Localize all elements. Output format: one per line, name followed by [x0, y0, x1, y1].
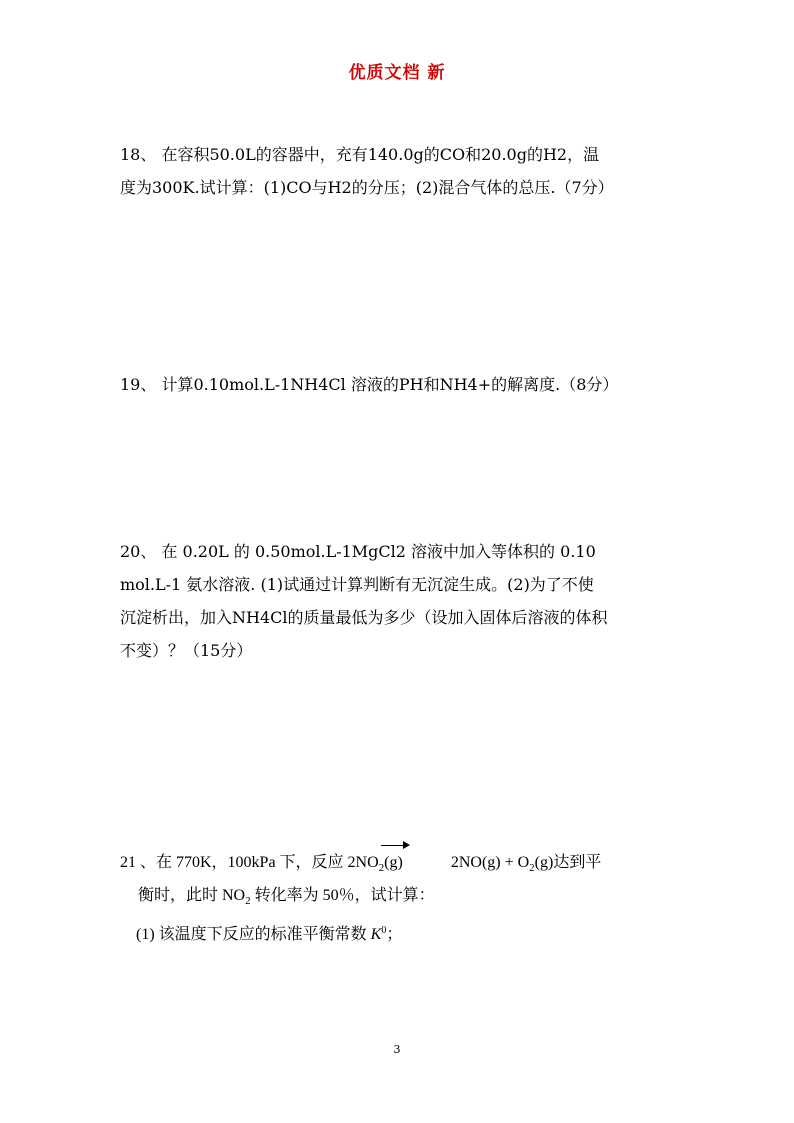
no2-subscript: 2 [378, 862, 385, 874]
question-19-line-1: 19、 计算0.10mol.L-1NH4Cl 溶液的PH和NH4+的解离度.（8分） [120, 375, 619, 394]
question-20-line-3: 沉淀析出，加入NH4Cl的质量最低为多少（设加入固体后溶液的体积 [120, 608, 608, 627]
no2-state: (g) [384, 854, 403, 871]
question-20 [120, 535, 676, 667]
q21-line2-a: 衡时，此时 NO [138, 887, 246, 904]
q21-line2-b: 转化率为 50％，试计算： [250, 887, 435, 904]
question-21-line-1 [120, 846, 676, 879]
q21-products-b: (g)达到平 [534, 854, 602, 871]
question-21-line-3 [120, 918, 676, 951]
question-20-line-4: 不变）？（15分） [120, 641, 253, 660]
reaction-arrow [379, 846, 403, 879]
k-superscript: 0 [381, 925, 387, 936]
q21-intro: 21 、在 770K，100kPa 下，反应 2NO [120, 854, 379, 871]
page-number: 3 [393, 1043, 401, 1056]
q21-line3-b: ； [386, 926, 403, 943]
question-18-line-1: 18、 在容积50.0L的容器中，充有140.0g的CO和20.0g的H2，温 [120, 145, 600, 164]
question-18-line-2: 度为300K.试计算：(1)CO与H2的分压；(2)混合气体的总压.（7分） [120, 178, 614, 197]
q21-line3-a: (1) 该温度下反应的标准平衡常数 [136, 926, 371, 943]
question-21-line-2 [120, 879, 676, 912]
question-18 [120, 138, 676, 204]
document-header: 优质文档 新 [348, 63, 446, 83]
question-20-line-1: 20、 在 0.20L 的 0.50mol.L-1MgCl2 溶液中加入等体积的 0.10 [120, 542, 596, 561]
question-19 [120, 368, 676, 401]
arrow-head [403, 841, 410, 849]
o2-subscript: 2 [529, 862, 535, 874]
q21-products-a: 2NO(g) + O [450, 854, 530, 871]
question-21 [120, 846, 676, 951]
question-20-line-2: mol.L-1 氨水溶液. (1)试通过计算判断有无沉淀生成。(2)为了不使 [120, 575, 594, 594]
no2-subscript-2: 2 [245, 895, 251, 907]
k-symbol: K [370, 926, 382, 943]
